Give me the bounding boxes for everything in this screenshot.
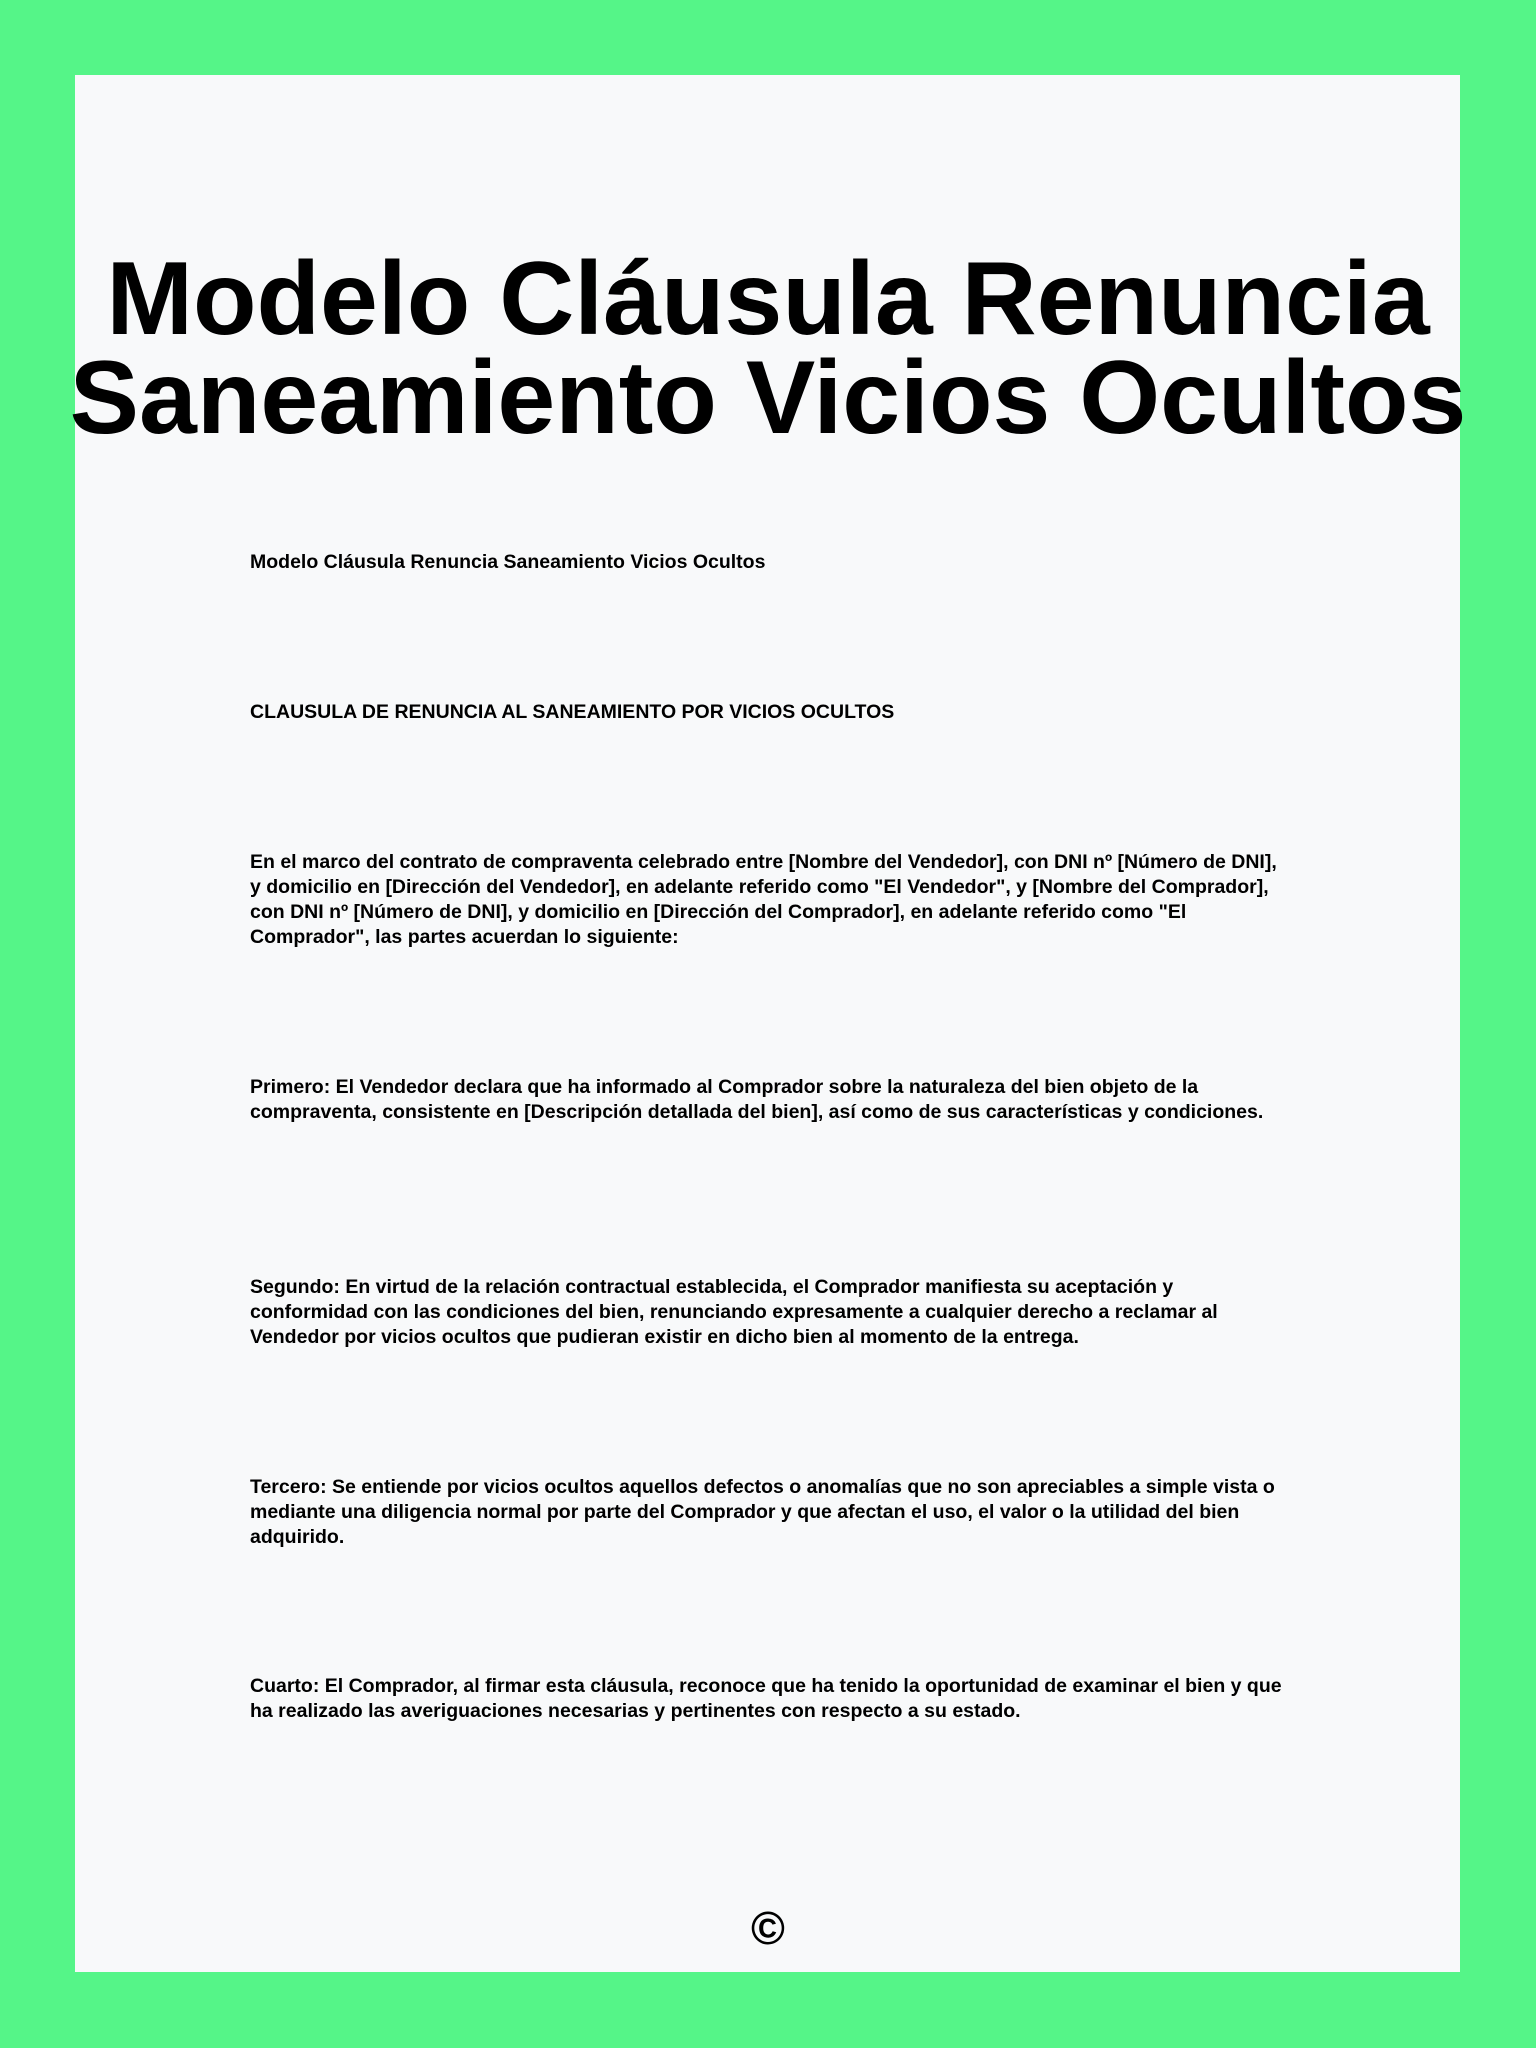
clause-heading: CLAUSULA DE RENUNCIA AL SANEAMIENTO POR VICIOS OCULTOS xyxy=(250,701,895,723)
paragraph-primero: Primero: El Vendedor declara que ha informado al Comprador sobre la naturaleza del bien objeto de la compraventa, consistente en [Descripción detallada del bien], así como de sus características y condiciones. xyxy=(250,1076,1264,1123)
paragraph-intro: En el marco del contrato de compraventa celebrado entre [Nombre del Vendedor], con DNI nº [Número de DNI], y domicilio en [Dirección del Vendedor], en adelante referido como "El Vendedor", y [Nombre del Comprador], con DNI nº [Número de DNI], y domicilio en [Dirección del Comprador], en adelante referido como "El Comprador", las partes acuerdan lo siguiente: xyxy=(250,851,1277,948)
title-line-1: Modelo Cláusula Renuncia xyxy=(106,241,1430,357)
paragraph-segundo: Segundo: En virtud de la relación contractual establecida, el Comprador manifiesta su aceptación y conformidad con las condiciones del bien, renunciando expresamente a cualquier derecho a reclamar al Vendedor por vicios ocultos que pudieran existir en dicho bien al momento de la entrega. xyxy=(250,1276,1218,1348)
title-line-2: Saneamiento Vicios Ocultos xyxy=(69,340,1467,456)
paragraph-cuarto: Cuarto: El Comprador, al firmar esta cláusula, reconoce que ha tenido la oportunidad de examinar el bien y que ha realizado las averiguaciones necesarias y pertinentes con respecto a su estado. xyxy=(250,1675,1282,1722)
paragraph-tercero: Tercero: Se entiende por vicios ocultos aquellos defectos o anomalías que no son apreciables a simple vista o mediante una diligencia normal por parte del Comprador y que afectan el uso, el valor o la utilidad del bien adquirido. xyxy=(250,1476,1275,1548)
page-title xyxy=(0,241,1536,456)
document-subtitle: Modelo Cláusula Renuncia Saneamiento Vicios Ocultos xyxy=(250,551,766,573)
copyright-icon: © xyxy=(751,1902,785,1954)
